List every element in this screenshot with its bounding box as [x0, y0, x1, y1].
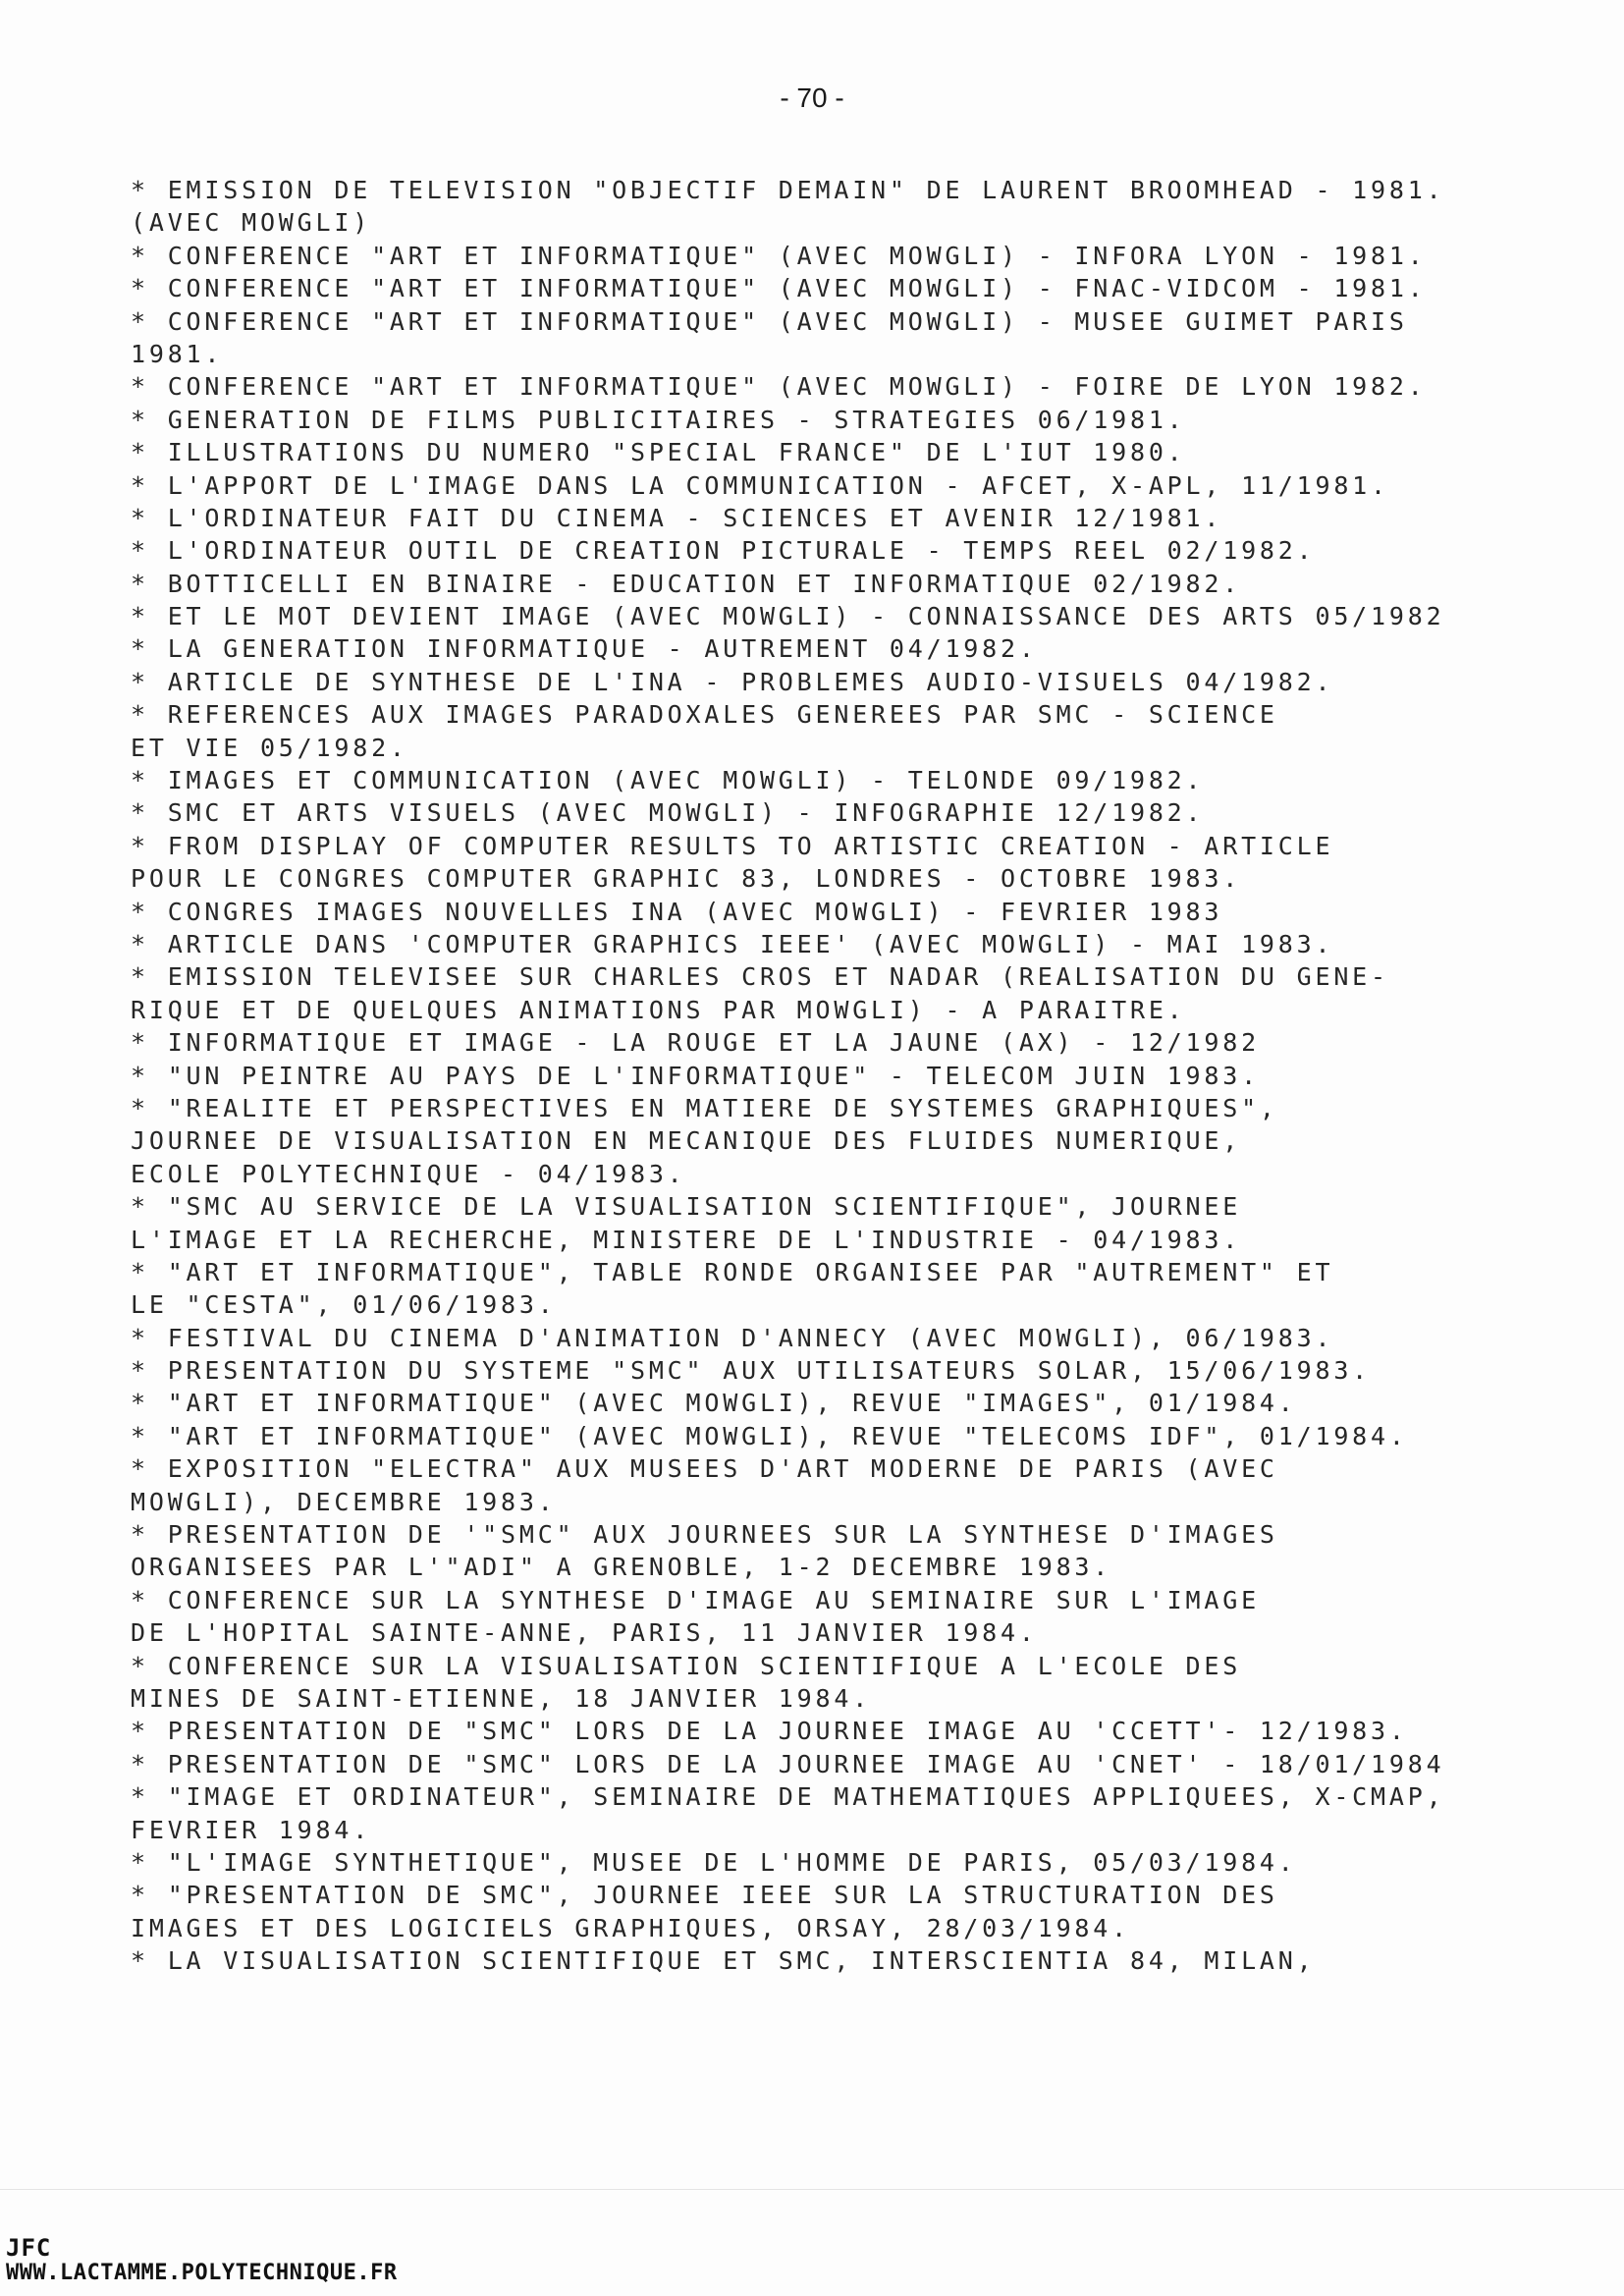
text-line: * GENERATION DE FILMS PUBLICITAIRES - STRATEGIES 06/1981. [131, 405, 1186, 434]
text-line: * ARTICLE DANS 'COMPUTER GRAPHICS IEEE' (AVEC MOWGLI) - MAI 1983. [131, 929, 1334, 958]
text-line: * LA GENERATION INFORMATIQUE - AUTREMENT 04/1982. [131, 634, 1038, 664]
text-line: (AVEC MOWGLI) [131, 208, 372, 238]
text-line: * PRESENTATION DE "SMC" LORS DE LA JOURNEE IMAGE AU 'CCETT'- 12/1983. [131, 1717, 1408, 1746]
text-line: * ARTICLE DE SYNTHESE DE L'INA - PROBLEMES AUDIO-VISUELS 04/1982. [131, 667, 1334, 696]
text-line: * EMISSION DE TELEVISION "OBJECTIF DEMAIN" DE LAURENT BROOMHEAD - 1981. [131, 176, 1445, 204]
text-line: IMAGES ET DES LOGICIELS GRAPHIQUES, ORSAY, 28/03/1984. [131, 1913, 1130, 1942]
text-line: ET VIE 05/1982. [131, 733, 408, 762]
text-line: * "IMAGE ET ORDINATEUR", SEMINAIRE DE MATHEMATIQUES APPLIQUEES, X-CMAP, [131, 1782, 1445, 1812]
text-line: ORGANISEES PAR L'"ADI" A GRENOBLE, 1-2 DECEMBRE 1983. [131, 1553, 1112, 1582]
text-line: * L'ORDINATEUR OUTIL DE CREATION PICTURALE - TEMPS REEL 02/1982. [131, 536, 1316, 566]
text-line: * CONFERENCE SUR LA VISUALISATION SCIENTIFIQUE A L'ECOLE DES [131, 1651, 1242, 1680]
text-line: * EXPOSITION "ELECTRA" AUX MUSEES D'ART MODERNE DE PARIS (AVEC [131, 1454, 1278, 1484]
text-line: ECOLE POLYTECHNIQUE - 04/1983. [131, 1159, 686, 1188]
watermark-logo: JFC [6, 2234, 52, 2262]
text-line: RIQUE ET DE QUELQUES ANIMATIONS PAR MOWGLI) - A PARAITRE. [131, 995, 1186, 1024]
text-line: * PRESENTATION DU SYSTEME "SMC" AUX UTILISATEURS SOLAR, 15/06/1983. [131, 1356, 1372, 1386]
footer-divider [0, 2189, 1624, 2190]
text-line: MOWGLI), DECEMBRE 1983. [131, 1487, 557, 1516]
text-line: * "PRESENTATION DE SMC", JOURNEE IEEE SUR LA STRUCTURATION DES [131, 1881, 1278, 1910]
text-line: * "ART ET INFORMATIQUE", TABLE RONDE ORGANISEE PAR "AUTREMENT" ET [131, 1257, 1334, 1286]
text-line: FEVRIER 1984. [131, 1815, 372, 1844]
text-line: * CONFERENCE "ART ET INFORMATIQUE" (AVEC MOWGLI) - FNAC-VIDCOM - 1981. [131, 274, 1427, 303]
text-line: * "ART ET INFORMATIQUE" (AVEC MOWGLI), REVUE "IMAGES", 01/1984. [131, 1389, 1297, 1418]
text-line: * BOTTICELLI EN BINAIRE - EDUCATION ET INFORMATIQUE 02/1982. [131, 569, 1242, 598]
text-line: * CONFERENCE SUR LA SYNTHESE D'IMAGE AU SEMINAIRE SUR L'IMAGE [131, 1585, 1260, 1614]
text-line: * INFORMATIQUE ET IMAGE - LA ROUGE ET LA JAUNE (AX) - 12/1982 [131, 1028, 1260, 1058]
text-line: * PRESENTATION DE '"SMC" AUX JOURNEES SUR LA SYNTHESE D'IMAGES [131, 1520, 1278, 1550]
watermark-url[interactable]: WWW.LACTAMME.POLYTECHNIQUE.FR [6, 2261, 398, 2285]
text-line: * PRESENTATION DE "SMC" LORS DE LA JOURNEE IMAGE AU 'CNET' - 18/01/1984 [131, 1749, 1445, 1778]
text-line: * FROM DISPLAY OF COMPUTER RESULTS TO ARTISTIC CREATION - ARTICLE [131, 831, 1334, 860]
text-line: MINES DE SAINT-ETIENNE, 18 JANVIER 1984. [131, 1683, 872, 1713]
text-line: * ILLUSTRATIONS DU NUMERO "SPECIAL FRANCE" DE L'IUT 1980. [131, 438, 1186, 467]
text-line: * "UN PEINTRE AU PAYS DE L'INFORMATIQUE" - TELECOM JUIN 1983. [131, 1061, 1260, 1090]
text-line: JOURNEE DE VISUALISATION EN MECANIQUE DES FLUIDES NUMERIQUE, [131, 1126, 1242, 1156]
text-line: * CONFERENCE "ART ET INFORMATIQUE" (AVEC MOWGLI) - FOIRE DE LYON 1982. [131, 372, 1427, 402]
text-line: * "SMC AU SERVICE DE LA VISUALISATION SCIENTIFIQUE", JOURNEE [131, 1192, 1242, 1222]
reference-list [131, 174, 1535, 1977]
text-line: * EMISSION TELEVISEE SUR CHARLES CROS ET NADAR (REALISATION DU GENE- [131, 962, 1389, 992]
site-watermark[interactable] [6, 2235, 398, 2286]
text-line: * CONFERENCE "ART ET INFORMATIQUE" (AVEC MOWGLI) - INFORA LYON - 1981. [131, 241, 1427, 270]
text-line: * "L'IMAGE SYNTHETIQUE", MUSEE DE L'HOMME DE PARIS, 05/03/1984. [131, 1847, 1297, 1877]
text-line: * SMC ET ARTS VISUELS (AVEC MOWGLI) - INFOGRAPHIE 12/1982. [131, 798, 1205, 828]
page-number: - 70 - [780, 82, 844, 113]
text-line: * L'APPORT DE L'IMAGE DANS LA COMMUNICATION - AFCET, X-APL, 11/1981. [131, 470, 1389, 500]
text-line: * CONFERENCE "ART ET INFORMATIQUE" (AVEC MOWGLI) - MUSEE GUIMET PARIS [131, 306, 1408, 336]
text-line: * IMAGES ET COMMUNICATION (AVEC MOWGLI) - TELONDE 09/1982. [131, 766, 1205, 795]
text-line: * L'ORDINATEUR FAIT DU CINEMA - SCIENCES ET AVENIR 12/1981. [131, 503, 1223, 532]
text-line: * "REALITE ET PERSPECTIVES EN MATIERE DE SYSTEMES GRAPHIQUES", [131, 1093, 1278, 1122]
text-line: DE L'HOPITAL SAINTE-ANNE, PARIS, 11 JANVIER 1984. [131, 1618, 1038, 1648]
text-line: * FESTIVAL DU CINEMA D'ANIMATION D'ANNECY (AVEC MOWGLI), 06/1983. [131, 1323, 1334, 1352]
text-line: 1981. [131, 339, 224, 368]
text-line: POUR LE CONGRES COMPUTER GRAPHIC 83, LONDRES - OCTOBRE 1983. [131, 864, 1242, 894]
text-line: * REFERENCES AUX IMAGES PARADOXALES GENEREES PAR SMC - SCIENCE [131, 700, 1278, 730]
text-line: * CONGRES IMAGES NOUVELLES INA (AVEC MOWGLI) - FEVRIER 1983 [131, 897, 1223, 926]
text-line: * "ART ET INFORMATIQUE" (AVEC MOWGLI), REVUE "TELECOMS IDF", 01/1984. [131, 1421, 1408, 1450]
text-line: L'IMAGE ET LA RECHERCHE, MINISTERE DE L'INDUSTRIE - 04/1983. [131, 1225, 1242, 1254]
text-line: LE "CESTA", 01/06/1983. [131, 1290, 557, 1320]
text-line: * LA VISUALISATION SCIENTIFIQUE ET SMC, INTERSCIENTIA 84, MILAN, [131, 1946, 1316, 1976]
text-line: * ET LE MOT DEVIENT IMAGE (AVEC MOWGLI) - CONNAISSANCE DES ARTS 05/1982 [131, 602, 1445, 631]
